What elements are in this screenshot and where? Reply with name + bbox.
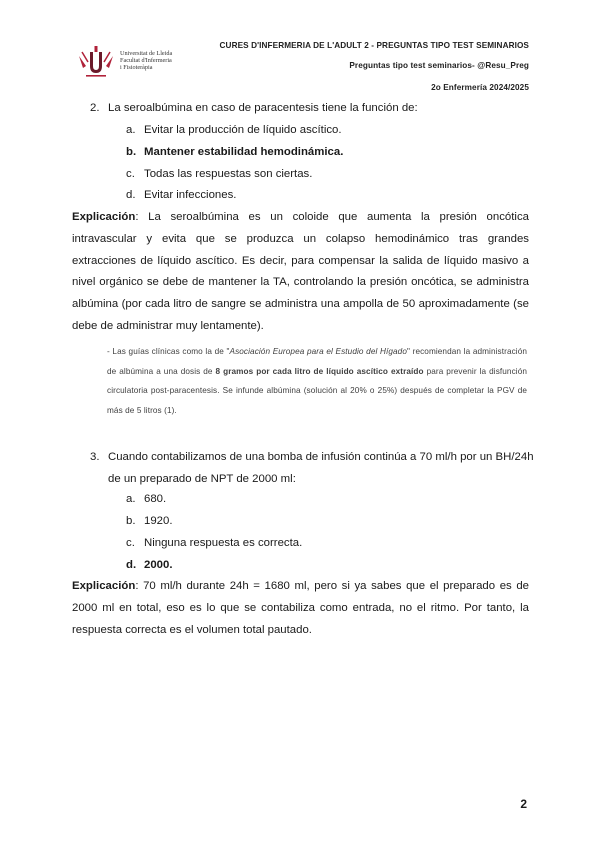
option-2d: d. Evitar infecciones.: [126, 189, 237, 201]
option-3c: c. Ninguna respuesta es correcta.: [126, 537, 303, 549]
explanation-2-note: - Las guías clínicas como la de "Asociación Europea para el Estudio del Hígado" recomiendan la administración de albúmina a una dosis de 8 gramos por cada litro de líquido ascítico extraído para prevenir la disfunción circulatoria post-paracentesis. Se infunde albúmina (solución al 20% o 25%) después de completar la PGV de más de 5 litros (1).: [107, 347, 528, 416]
question-text: La seroalbúmina en caso de paracentesis tiene la función de:: [108, 102, 418, 114]
option-3d-correct: d. 2000.: [126, 559, 173, 571]
option-3b: b. 1920.: [126, 515, 173, 527]
university-logo: [76, 44, 186, 80]
question-number: 2.: [90, 102, 100, 114]
header-course: 2o Enfermería 2024/2025: [431, 83, 529, 92]
option-2b-correct: b. Mantener estabilidad hemodinámica.: [126, 146, 344, 158]
university-emblem-icon: [76, 44, 116, 80]
explanation-3: Explicación: 70 ml/h durante 24h = 1680 ml, pero si ya sabes que el preparado es de 2000 ml en total, eso es lo que se contabiliza como entrada, no el ritmo. Por tanto, la respuesta correcta es el volumen total pautado.: [72, 580, 529, 636]
explanation-2: Explicación: La seroalbúmina es un coloide que aumenta la presión oncótica intravascular y evita que se produzca un colapso hemodinámico tras grandes extracciones de líquido ascítico. Es decir, para compensar la salida de líquido masivo a nivel orgánico se debe de mantener la TA, controlando la presión oncótica, se administra albúmina (por cada litro de sangre se administra una ampolla de 50 aproximadamente (se debe de administrar muy lentamente).: [72, 211, 529, 332]
option-2c: c. Todas las respuestas son ciertas.: [126, 168, 313, 180]
logo-text: Universitat de Lleida Facultat d'Infermeria i Fisioteràpia: [120, 50, 173, 71]
question-text: Cuando contabilizamos de una bomba de infusión continúa a 70 ml/h por un BH/24h: [108, 451, 534, 463]
header-subtitle: Preguntas tipo test seminarios- @Resu_Preg: [349, 61, 529, 70]
question-3-line2: de un preparado de NPT de 2000 ml:: [108, 473, 296, 485]
option-3a: a. 680.: [126, 493, 167, 505]
header-title: CURES D'INFERMERIA DE L'ADULT 2 - PREGUNTAS TIPO TEST SEMINARIOS: [219, 41, 529, 50]
option-2a: a. Evitar la producción de líquido ascítico.: [126, 124, 342, 136]
question-2: [90, 101, 418, 115]
question-number: 3.: [90, 451, 100, 463]
question-3: [90, 450, 534, 464]
page-number: 2: [520, 797, 527, 811]
